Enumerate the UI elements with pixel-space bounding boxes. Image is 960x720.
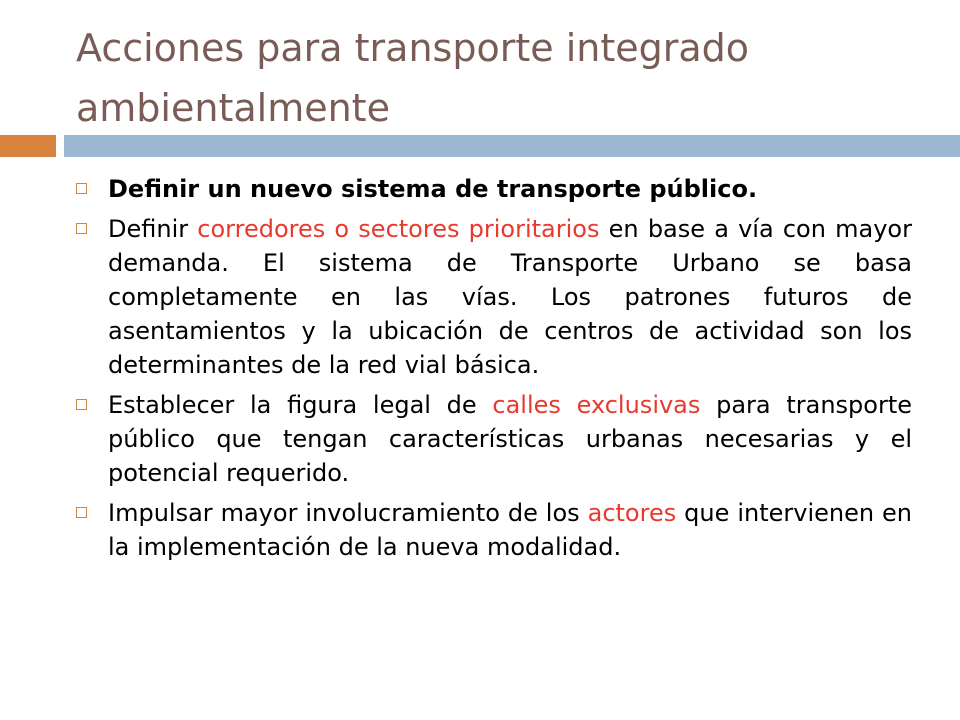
square-bullet-icon — [76, 399, 87, 410]
accent-bar-right — [64, 135, 960, 157]
bullet-highlight: corredores o sectores prioritarios — [197, 215, 600, 243]
bullet-text-after: en base a vía con mayor demanda. El sistema de Transporte Urbano se basa completamente en las vías. Los patrones futuros de asentamientos y la ubicación de centros de actividad son los determinantes de la red vial básica. — [108, 215, 912, 379]
square-bullet-icon — [76, 223, 87, 234]
bullet-text-after: para transporte público que tengan características urbanas necesarias y el potencial requerido. — [108, 391, 913, 487]
bullet-item — [74, 212, 912, 382]
slide-title-line-1: Acciones para transporte integrado — [76, 26, 750, 70]
bullet-text-before: Definir — [108, 215, 198, 243]
accent-bar-left — [0, 135, 56, 157]
bullet-text — [108, 388, 912, 490]
bullet-list — [74, 172, 912, 570]
bullet-text-after: que intervienen en la implementación de la nueva modalidad. — [108, 499, 912, 561]
bullet-item — [74, 172, 912, 206]
bullet-highlight: actores — [587, 499, 677, 527]
slide-title — [76, 18, 916, 138]
bullet-text — [108, 496, 912, 564]
square-bullet-icon — [76, 507, 87, 518]
slide-title-line-2: ambientalmente — [76, 86, 390, 130]
bullet-text-before: Impulsar mayor involucramiento de los — [108, 499, 588, 527]
square-bullet-icon — [76, 183, 87, 194]
bullet-text: Definir un nuevo sistema de transporte público. — [108, 175, 758, 203]
bullet-text — [108, 212, 912, 382]
bullet-text-before: Establecer la figura legal de — [108, 391, 493, 419]
bullet-highlight: calles exclusivas — [492, 391, 701, 419]
bullet-item — [74, 496, 912, 564]
bullet-item — [74, 388, 912, 490]
